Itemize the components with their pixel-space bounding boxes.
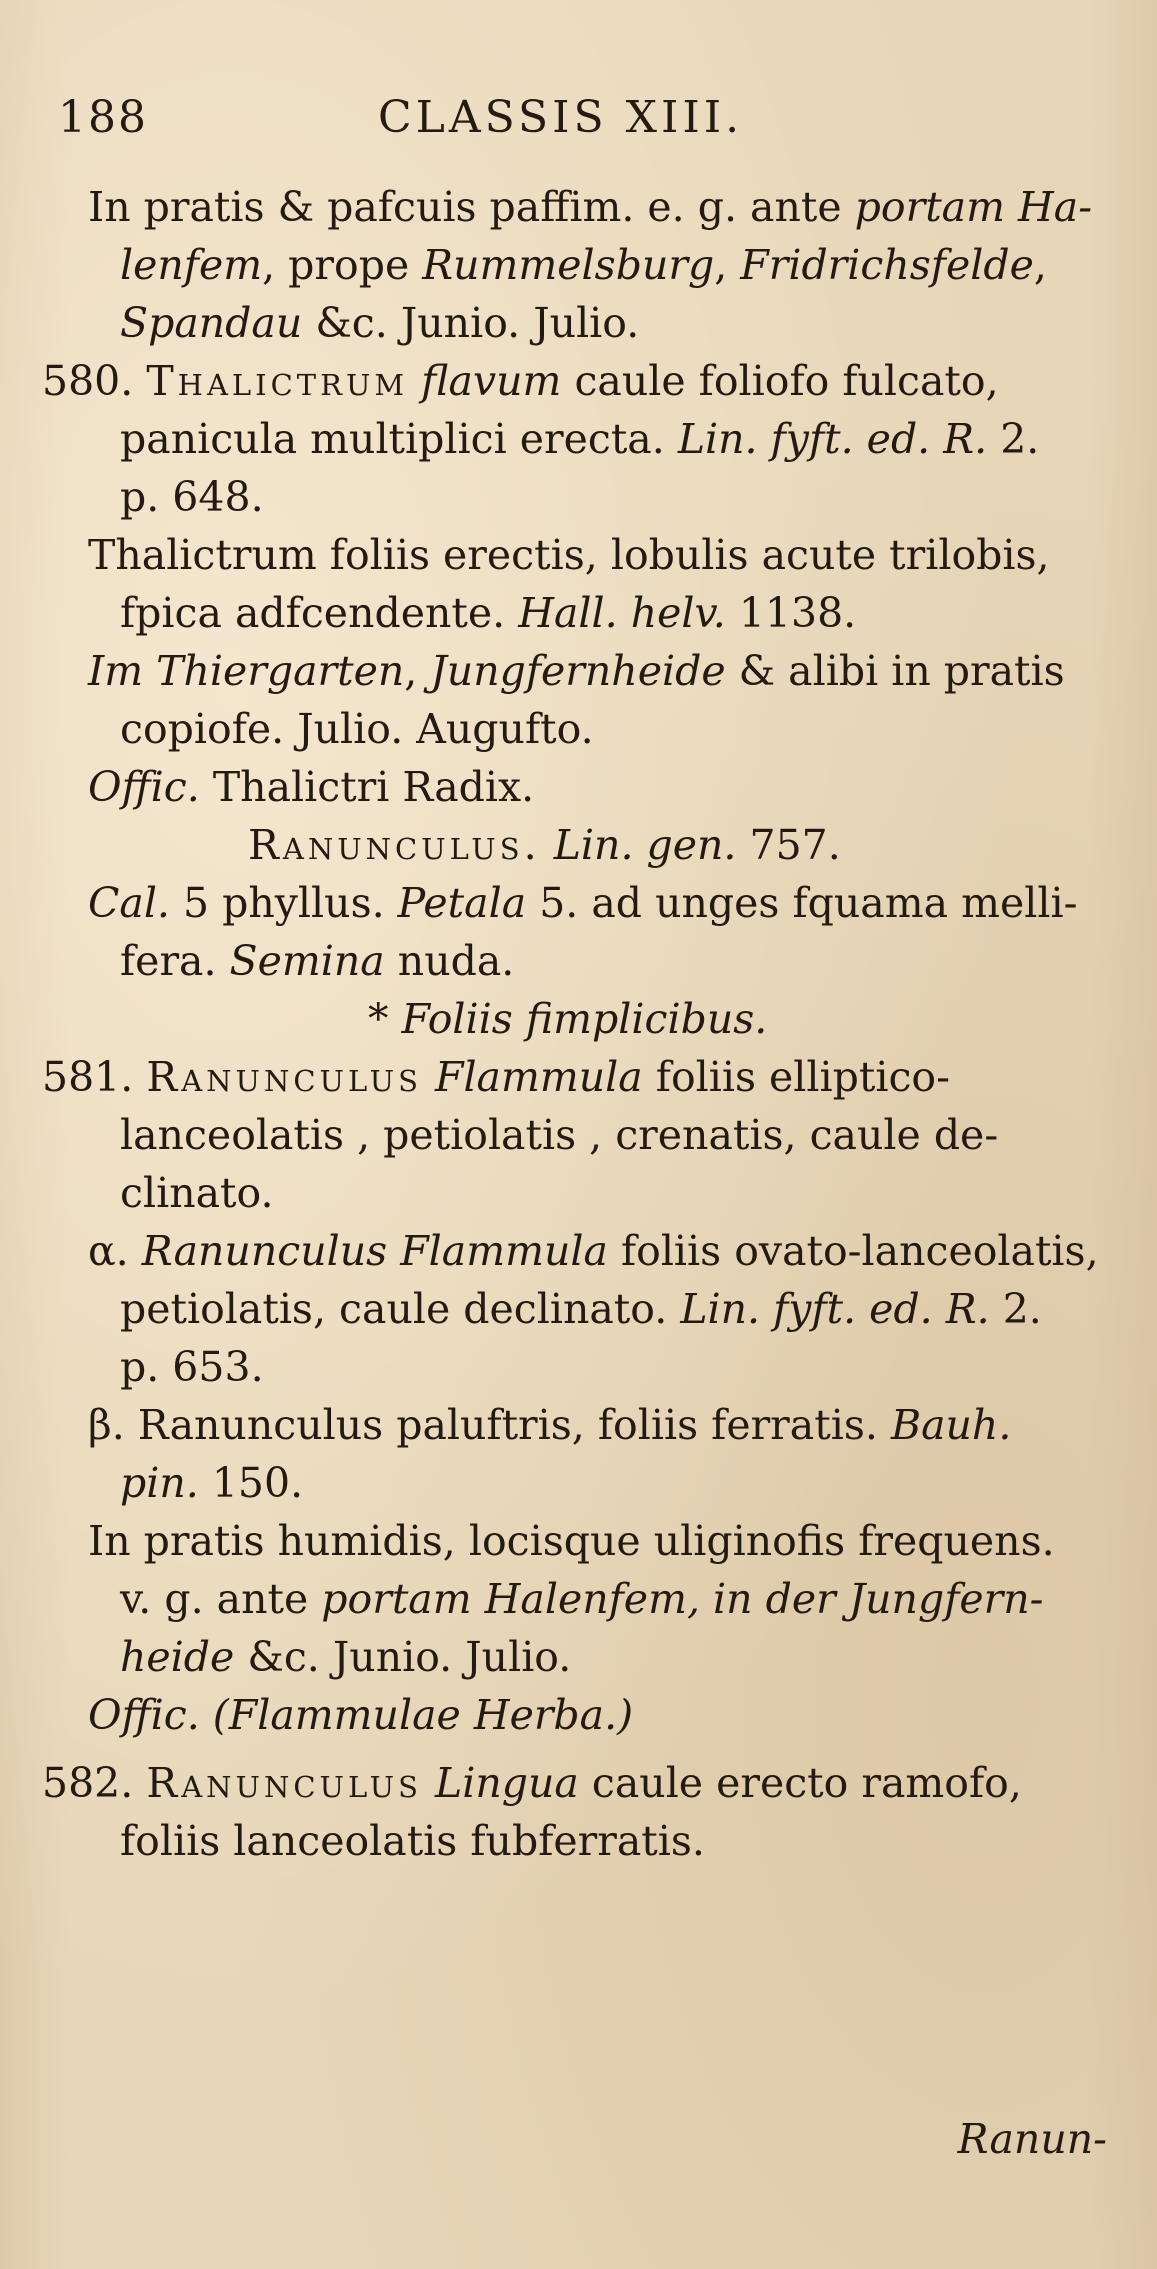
text-line: foliis lanceolatis fubferratis.: [120, 1817, 705, 1865]
text-line: In pratis humidis, locisque uliginofis frequens.: [88, 1517, 1055, 1565]
text-line: Thalictrum foliis erectis, lobulis acute trilobis,: [88, 531, 1050, 579]
text-line: heide &c. Junio. Julio.: [120, 1633, 572, 1681]
class-title: CLASSIS XIII.: [378, 92, 744, 143]
text-line: v. g. ante portam Halenfem, in der Jungfern-: [120, 1575, 1044, 1623]
text-line: Offic. (Flammulae Herba.): [88, 1691, 634, 1739]
text-line: pin. 150.: [120, 1459, 304, 1507]
text-line: p. 653.: [120, 1343, 264, 1391]
text-line: lenfem, prope Rummelsburg, Fridrichsfelde,: [120, 241, 1047, 289]
text-line: Offic. Thalictri Radix.: [88, 763, 535, 811]
running-head: [58, 92, 1098, 152]
text-line: panicula multiplici erecta. Lin. fyft. ed. R. 2.: [120, 415, 1040, 463]
text-line: fpica adfcendente. Hall. helv. 1138.: [120, 589, 857, 637]
text-line: clinato.: [120, 1169, 274, 1217]
text-line: lanceolatis , petiolatis , crenatis, caule de-: [120, 1111, 999, 1159]
text-line: β. Ranunculus paluftris, foliis ferratis. Bauh.: [88, 1401, 1012, 1449]
text-line: petiolatis, caule declinato. Lin. fyft. ed. R. 2.: [120, 1285, 1042, 1333]
text-line: Im Thiergarten, Jungfernheide & alibi in pratis: [88, 647, 1065, 695]
text-line: p. 648.: [120, 473, 264, 521]
body-text: [42, 178, 1118, 1870]
species-entry-581: 581. Ranunculus Flammula foliis elliptico-: [42, 1053, 950, 1101]
species-entry-582: 582. Ranunculus Lingua caule erecto ramofo,: [42, 1759, 1022, 1807]
text-line: α. Ranunculus Flammula foliis ovato-lanceolatis,: [88, 1227, 1099, 1275]
text-line: Cal. 5 phyllus. Petala 5. ad unges fquama melli-: [88, 879, 1078, 927]
text-line: In pratis & pafcuis paffim. e. g. ante portam Ha-: [88, 183, 1093, 231]
catchword: Ranun-: [957, 2115, 1107, 2163]
page-number: 188: [58, 92, 148, 143]
text-line: fera. Semina nuda.: [120, 937, 515, 985]
genus-heading: Ranunculus. Lin. gen. 757.: [248, 821, 841, 869]
text-line: copiofe. Julio. Augufto.: [120, 705, 594, 753]
text-line: Spandau &c. Junio. Julio.: [120, 299, 640, 347]
section-heading: * Foliis fimplicibus.: [368, 995, 768, 1043]
species-entry-580: 580. Thalictrum flavum caule foliofo fulcato,: [42, 357, 999, 405]
